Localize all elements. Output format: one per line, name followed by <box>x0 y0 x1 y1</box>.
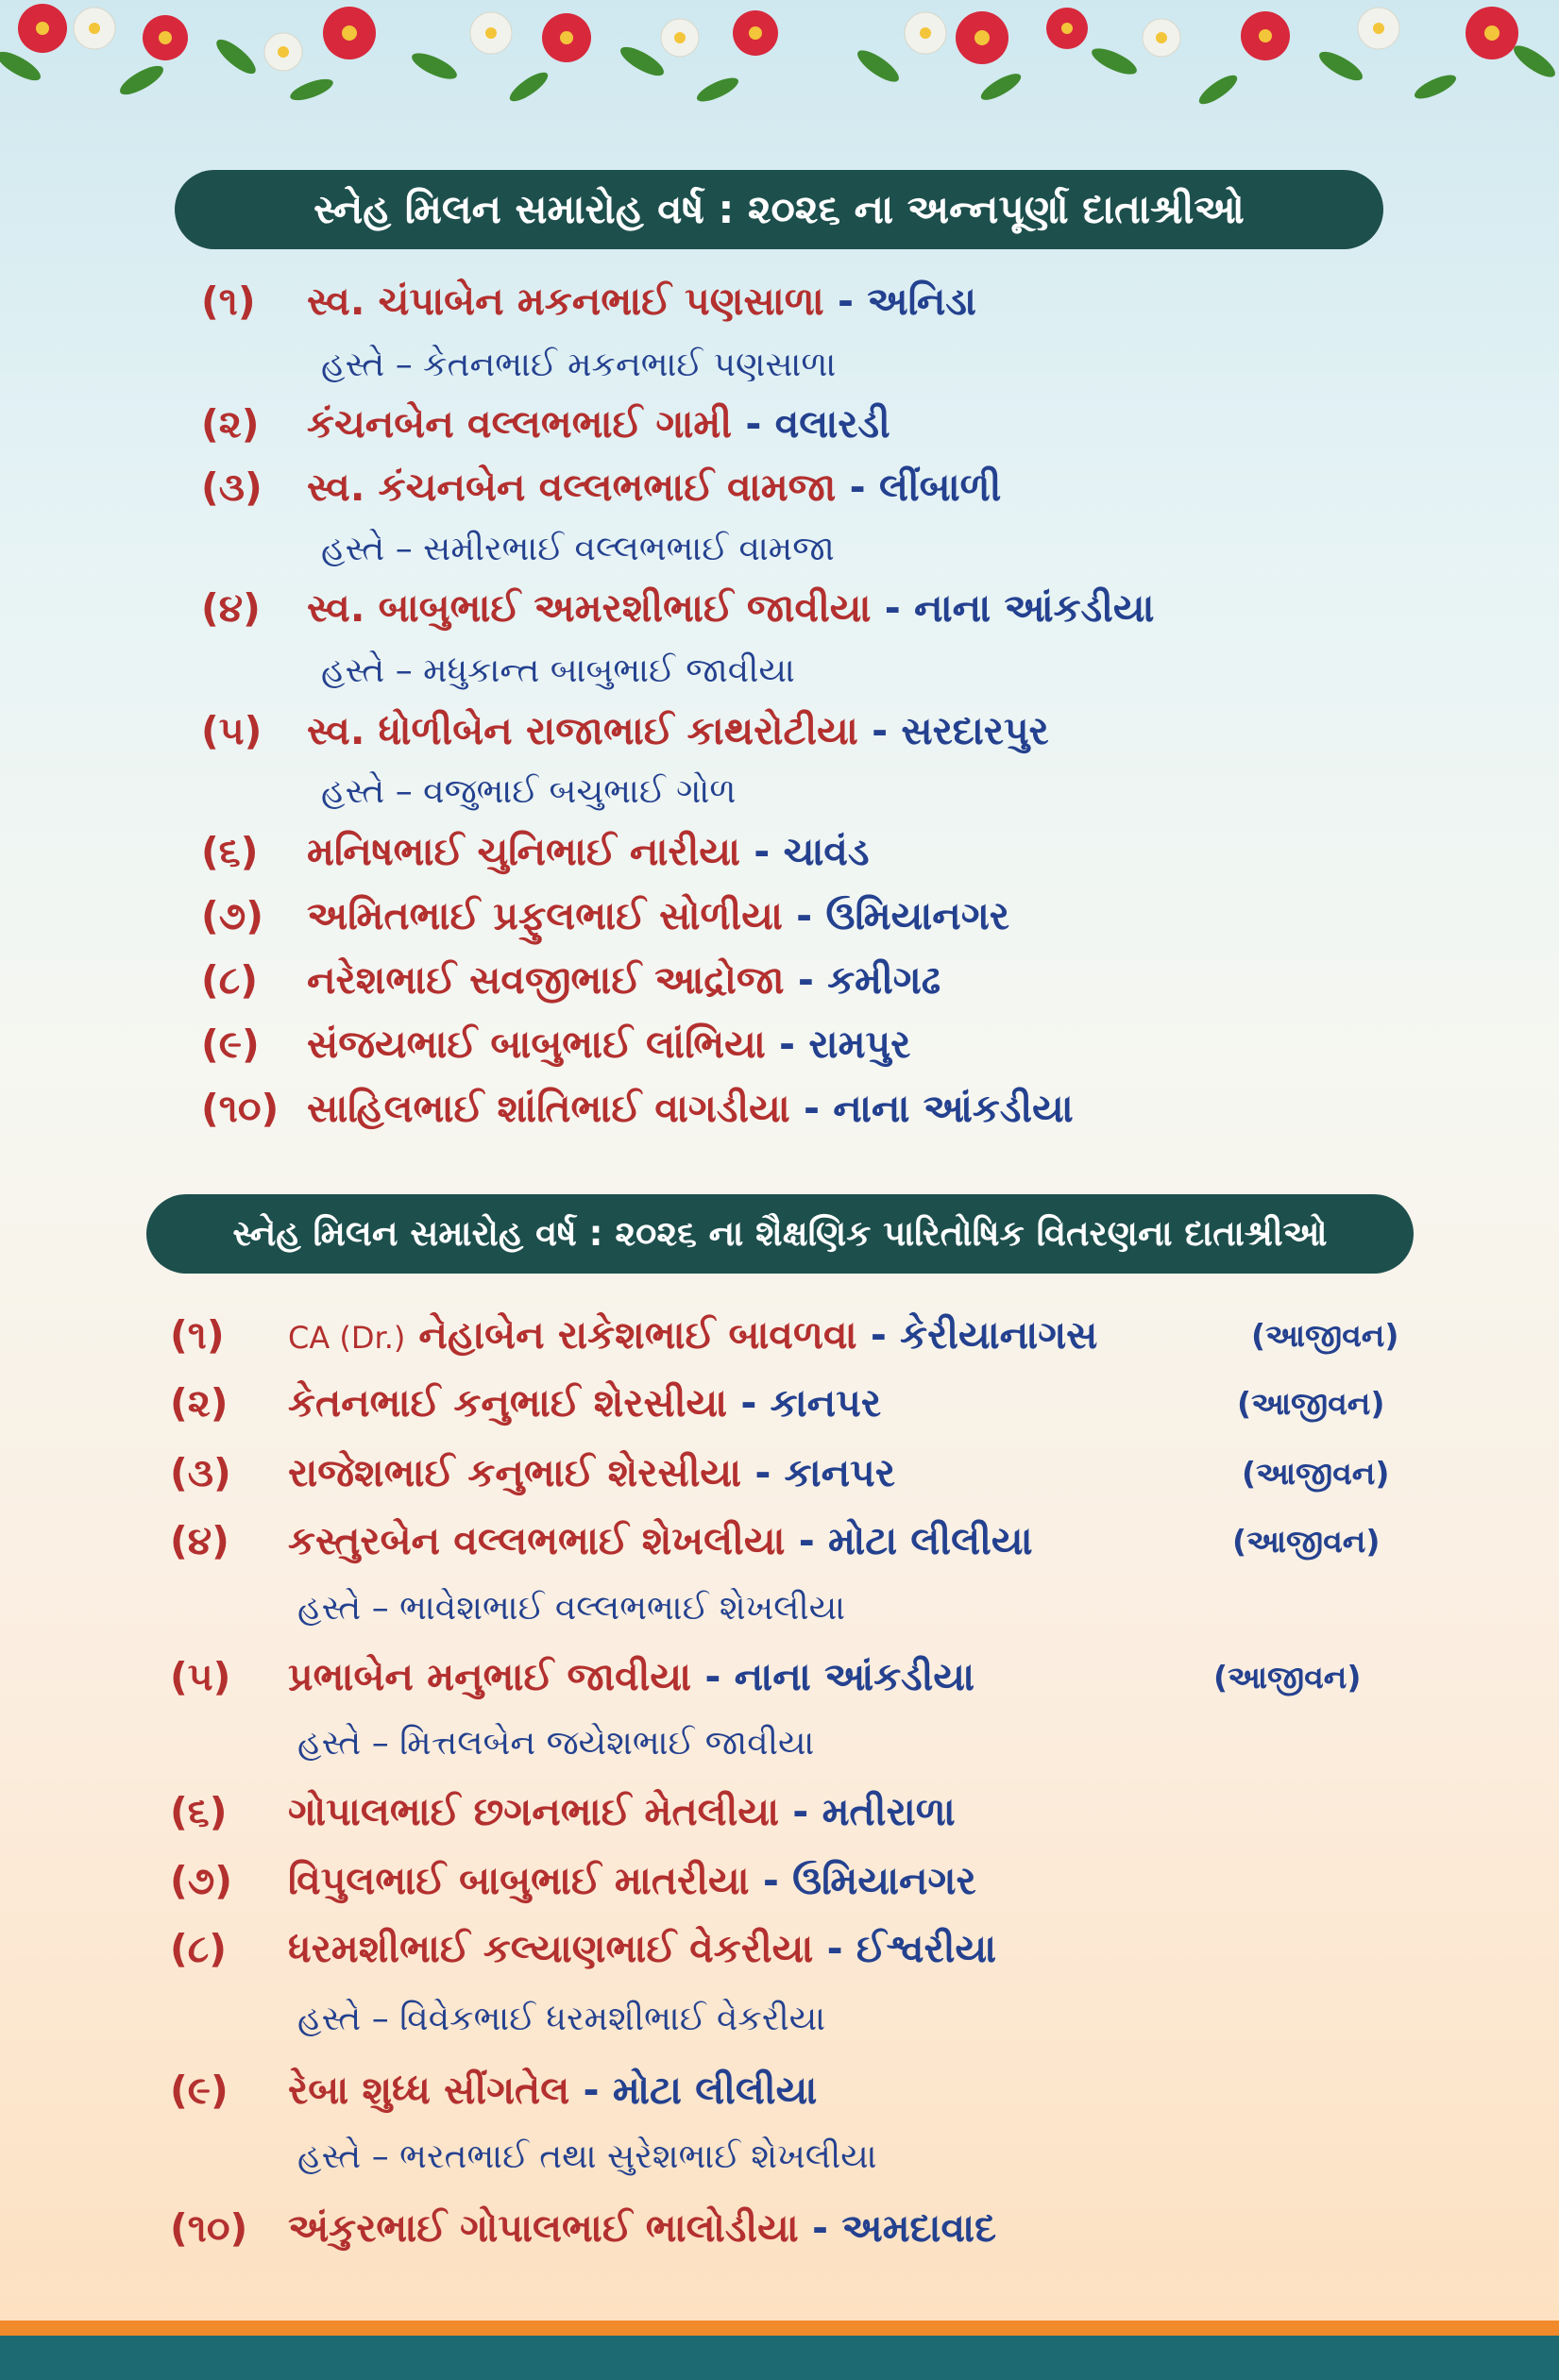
donor-name: કંચનબેન વલ્લભભાઈ ગામી <box>307 401 733 447</box>
donor-name: સ્વ. કંચનબેન વલ્લભભાઈ વામજા <box>307 464 837 510</box>
donor-name: ગોપાલભાઈ છગનભાઈ મેતલીયા <box>288 1789 780 1834</box>
donor-place: મોટા લીલીયા <box>828 1518 1033 1563</box>
donor-place: કાનપર <box>770 1380 882 1426</box>
entry-number: (૯) <box>170 2068 229 2113</box>
footer-orange-stripe <box>0 2321 1559 2336</box>
section2-entry-8-via: હસ્તે – વિવેકભાઈ ધરમશીભાઈ વેકરીયા <box>297 2000 826 2038</box>
section1-entry-8 <box>201 957 940 1004</box>
section2-entry-9 <box>170 2068 817 2114</box>
section1-entry-1 <box>201 279 976 325</box>
separator-dash: - <box>838 279 855 324</box>
section1-entry-9 <box>201 1021 910 1068</box>
section1-entry-3 <box>201 464 1001 511</box>
section2-entry-9-via: હસ્તે – ભરતભાઈ તથા સુરેશભાઈ શેખલીયા <box>297 2137 877 2176</box>
separator-dash: - <box>884 585 901 631</box>
entry-number: (૧) <box>170 1312 225 1358</box>
section1-entry-2 <box>201 401 890 447</box>
donor-place: ઈશ્વરીયા <box>856 1926 997 1971</box>
entry-number: (૧૦) <box>170 2205 248 2251</box>
donor-place: અમદાવાદ <box>841 2205 996 2251</box>
donor-place: સરદારપુર <box>901 708 1049 753</box>
separator-dash: - <box>870 1312 887 1358</box>
donor-place: મોટા લીલીયા <box>612 2068 818 2113</box>
donor-name: સંજયભાઈ બાબુભાઈ લાંભિયા <box>307 1021 766 1067</box>
donor-place: ઉમિયાનગર <box>792 1858 976 1903</box>
section2-entry-10 <box>170 2205 996 2252</box>
donor-title-prefix: CA (Dr.) <box>288 1320 406 1356</box>
donor-name: કસ્તુરબેન વલ્લભભાઈ શેખલીયા <box>288 1518 786 1563</box>
section2-entry-4-via: હસ્તે – ભાવેશભાઈ વલ્લભભાઈ શેખલીયા <box>297 1589 846 1628</box>
separator-dash: - <box>583 2068 600 2113</box>
entry-number: (૯) <box>201 1021 260 1067</box>
donor-name: ધરમશીભાઈ કલ્યાણભાઈ વેકરીયા <box>288 1926 814 1971</box>
separator-dash: - <box>849 464 866 510</box>
entry-number: (૫) <box>170 1654 231 1699</box>
separator-dash: - <box>826 1926 843 1971</box>
entry-number: (૭) <box>201 893 263 938</box>
donor-name: સ્વ. બાબુભાઈ અમરશીભાઈ જાવીયા <box>307 585 872 631</box>
donor-name: નરેશભાઈ સવજીભાઈ આદ્રોજા <box>307 957 785 1003</box>
donor-name: સ્વ. ધોળીબેન રાજાભાઈ કાથરોટીયા <box>307 708 858 753</box>
entry-number: (૭) <box>170 1858 232 1903</box>
lifetime-tag: (આજીવન) <box>1242 1455 1390 1492</box>
donor-place: અનિડા <box>867 279 976 324</box>
donor-place: લીંબાળી <box>878 464 1002 510</box>
section2-entry-4 <box>170 1518 1033 1564</box>
entry-number: (૩) <box>201 464 263 510</box>
section1-entry-5-via: હસ્તે – વજુભાઈ બચુભાઈ ગોળ <box>321 772 737 811</box>
section1-entry-4 <box>201 585 1154 632</box>
section2-entry-6 <box>170 1789 956 1835</box>
section2-entry-8 <box>170 1926 996 1972</box>
separator-dash: - <box>792 1789 809 1834</box>
section1-entry-10 <box>201 1086 1074 1132</box>
separator-dash: - <box>798 1518 815 1563</box>
section2-entry-5-via: હસ્તે – મિત્તલબેન જયેશભાઈ જાવીયા <box>297 1724 815 1763</box>
separator-dash: - <box>797 957 814 1003</box>
lifetime-tag: (આજીવન) <box>1237 1385 1385 1422</box>
donor-name: અમિતભાઈ પ્રફુલભાઈ સોળીયા <box>307 893 783 938</box>
donor-name: મનિષભાઈ ચુનિભાઈ નારીયા <box>307 829 740 874</box>
footer-teal-band <box>0 2336 1559 2380</box>
separator-dash: - <box>745 401 762 447</box>
section1-entry-4-via: હસ્તે – મધુકાન્ત બાબુભાઈ જાવીયા <box>321 651 795 690</box>
lifetime-tag: (આજીવન) <box>1213 1659 1362 1696</box>
donor-place: વલારડી <box>774 401 890 447</box>
section1-entry-3-via: હસ્તે – સમીરભાઈ વલ્લભભાઈ વામજા <box>321 530 835 568</box>
donor-place: કમીગઢ <box>827 957 941 1003</box>
donor-place: મતીરાળા <box>822 1789 956 1834</box>
separator-dash: - <box>812 2205 829 2251</box>
entry-number: (૪) <box>201 585 261 631</box>
donor-place: નાના આંકડીયા <box>734 1654 975 1699</box>
donor-place: કાનપર <box>784 1450 895 1495</box>
entry-number: (૨) <box>201 401 260 447</box>
donor-name: અંકુરભાઈ ગોપાલભાઈ ભાલોડીયા <box>288 2205 799 2251</box>
donor-place: ચાવંડ <box>783 829 870 874</box>
section2-entry-5 <box>170 1654 974 1700</box>
donor-place: નાના આંકડીયા <box>833 1086 1074 1131</box>
separator-dash: - <box>762 1858 779 1903</box>
separator-dash: - <box>704 1654 721 1699</box>
garland-leaves <box>0 34 1559 109</box>
separator-dash: - <box>754 829 771 874</box>
donor-place: ઉમિયાનગર <box>825 893 1009 938</box>
section2-heading: સ્નેહ મિલન સમારોહ વર્ષ : ૨૦૨૬ ના શૈક્ષણિક પારિતોષિક વિતરણના દાતાશ્રીઓ <box>146 1194 1414 1274</box>
section1-entry-5 <box>201 708 1049 754</box>
donor-place: નાના આંકડીયા <box>914 585 1155 631</box>
donor-name: રાજેશભાઈ કનુભાઈ શેરસીયા <box>288 1450 742 1495</box>
section2-entry-3 <box>170 1450 895 1496</box>
donor-place: રામપુર <box>808 1021 911 1067</box>
donor-place: કેરીયાનાગસ <box>900 1312 1098 1358</box>
section1-entry-1-via: હસ્તે – કેતનભાઈ મકનભાઈ પણસાળા <box>321 346 837 384</box>
entry-number: (૫) <box>201 708 263 753</box>
entry-number: (૬) <box>170 1789 228 1834</box>
donor-name: નેહાબેન રાકેશભાઈ બાવળવા <box>418 1312 857 1358</box>
separator-dash: - <box>872 708 889 753</box>
separator-dash: - <box>803 1086 821 1131</box>
entry-number: (૮) <box>170 1926 228 1971</box>
separator-dash: - <box>796 893 813 938</box>
donor-name: વિપુલભાઈ બાબુભાઈ માતરીયા <box>288 1858 750 1903</box>
section1-entry-7 <box>201 893 1009 939</box>
lifetime-tag: (આજીવન) <box>1232 1523 1381 1560</box>
entry-number: (૪) <box>170 1518 229 1563</box>
section1-heading: સ્નેહ મિલન સમારોહ વર્ષ : ૨૦૨૬ ના અન્નપૂર્ણા દાતાશ્રીઓ <box>175 170 1383 249</box>
entry-number: (૮) <box>201 957 259 1003</box>
entry-number: (૧) <box>201 279 256 324</box>
donor-name: સાહિલભાઈ શાંતિભાઈ વાગડીયા <box>307 1086 790 1131</box>
section1-entry-6 <box>201 829 869 875</box>
donor-name: કેતનભાઈ કનુભાઈ શેરસીયા <box>288 1380 728 1426</box>
donor-name: સ્વ. ચંપાબેન મકનભાઈ પણસાળા <box>307 279 824 324</box>
donor-name: પ્રભાબેન મનુભાઈ જાવીયા <box>288 1654 692 1699</box>
section2-entry-1 <box>170 1312 1097 1359</box>
entry-number: (૬) <box>201 829 259 874</box>
entry-number: (૩) <box>170 1450 231 1495</box>
separator-dash: - <box>779 1021 796 1067</box>
lifetime-tag: (આજીવન) <box>1251 1317 1399 1354</box>
separator-dash: - <box>754 1450 771 1495</box>
section2-entry-7 <box>170 1858 976 1904</box>
entry-number: (૨) <box>170 1380 229 1426</box>
section2-entry-2 <box>170 1380 881 1426</box>
floral-garland-decoration <box>0 0 1559 123</box>
donor-name: રેબા શુધ્ધ સીંગતેલ <box>288 2068 570 2113</box>
entry-number: (૧૦) <box>201 1086 280 1131</box>
separator-dash: - <box>740 1380 757 1426</box>
